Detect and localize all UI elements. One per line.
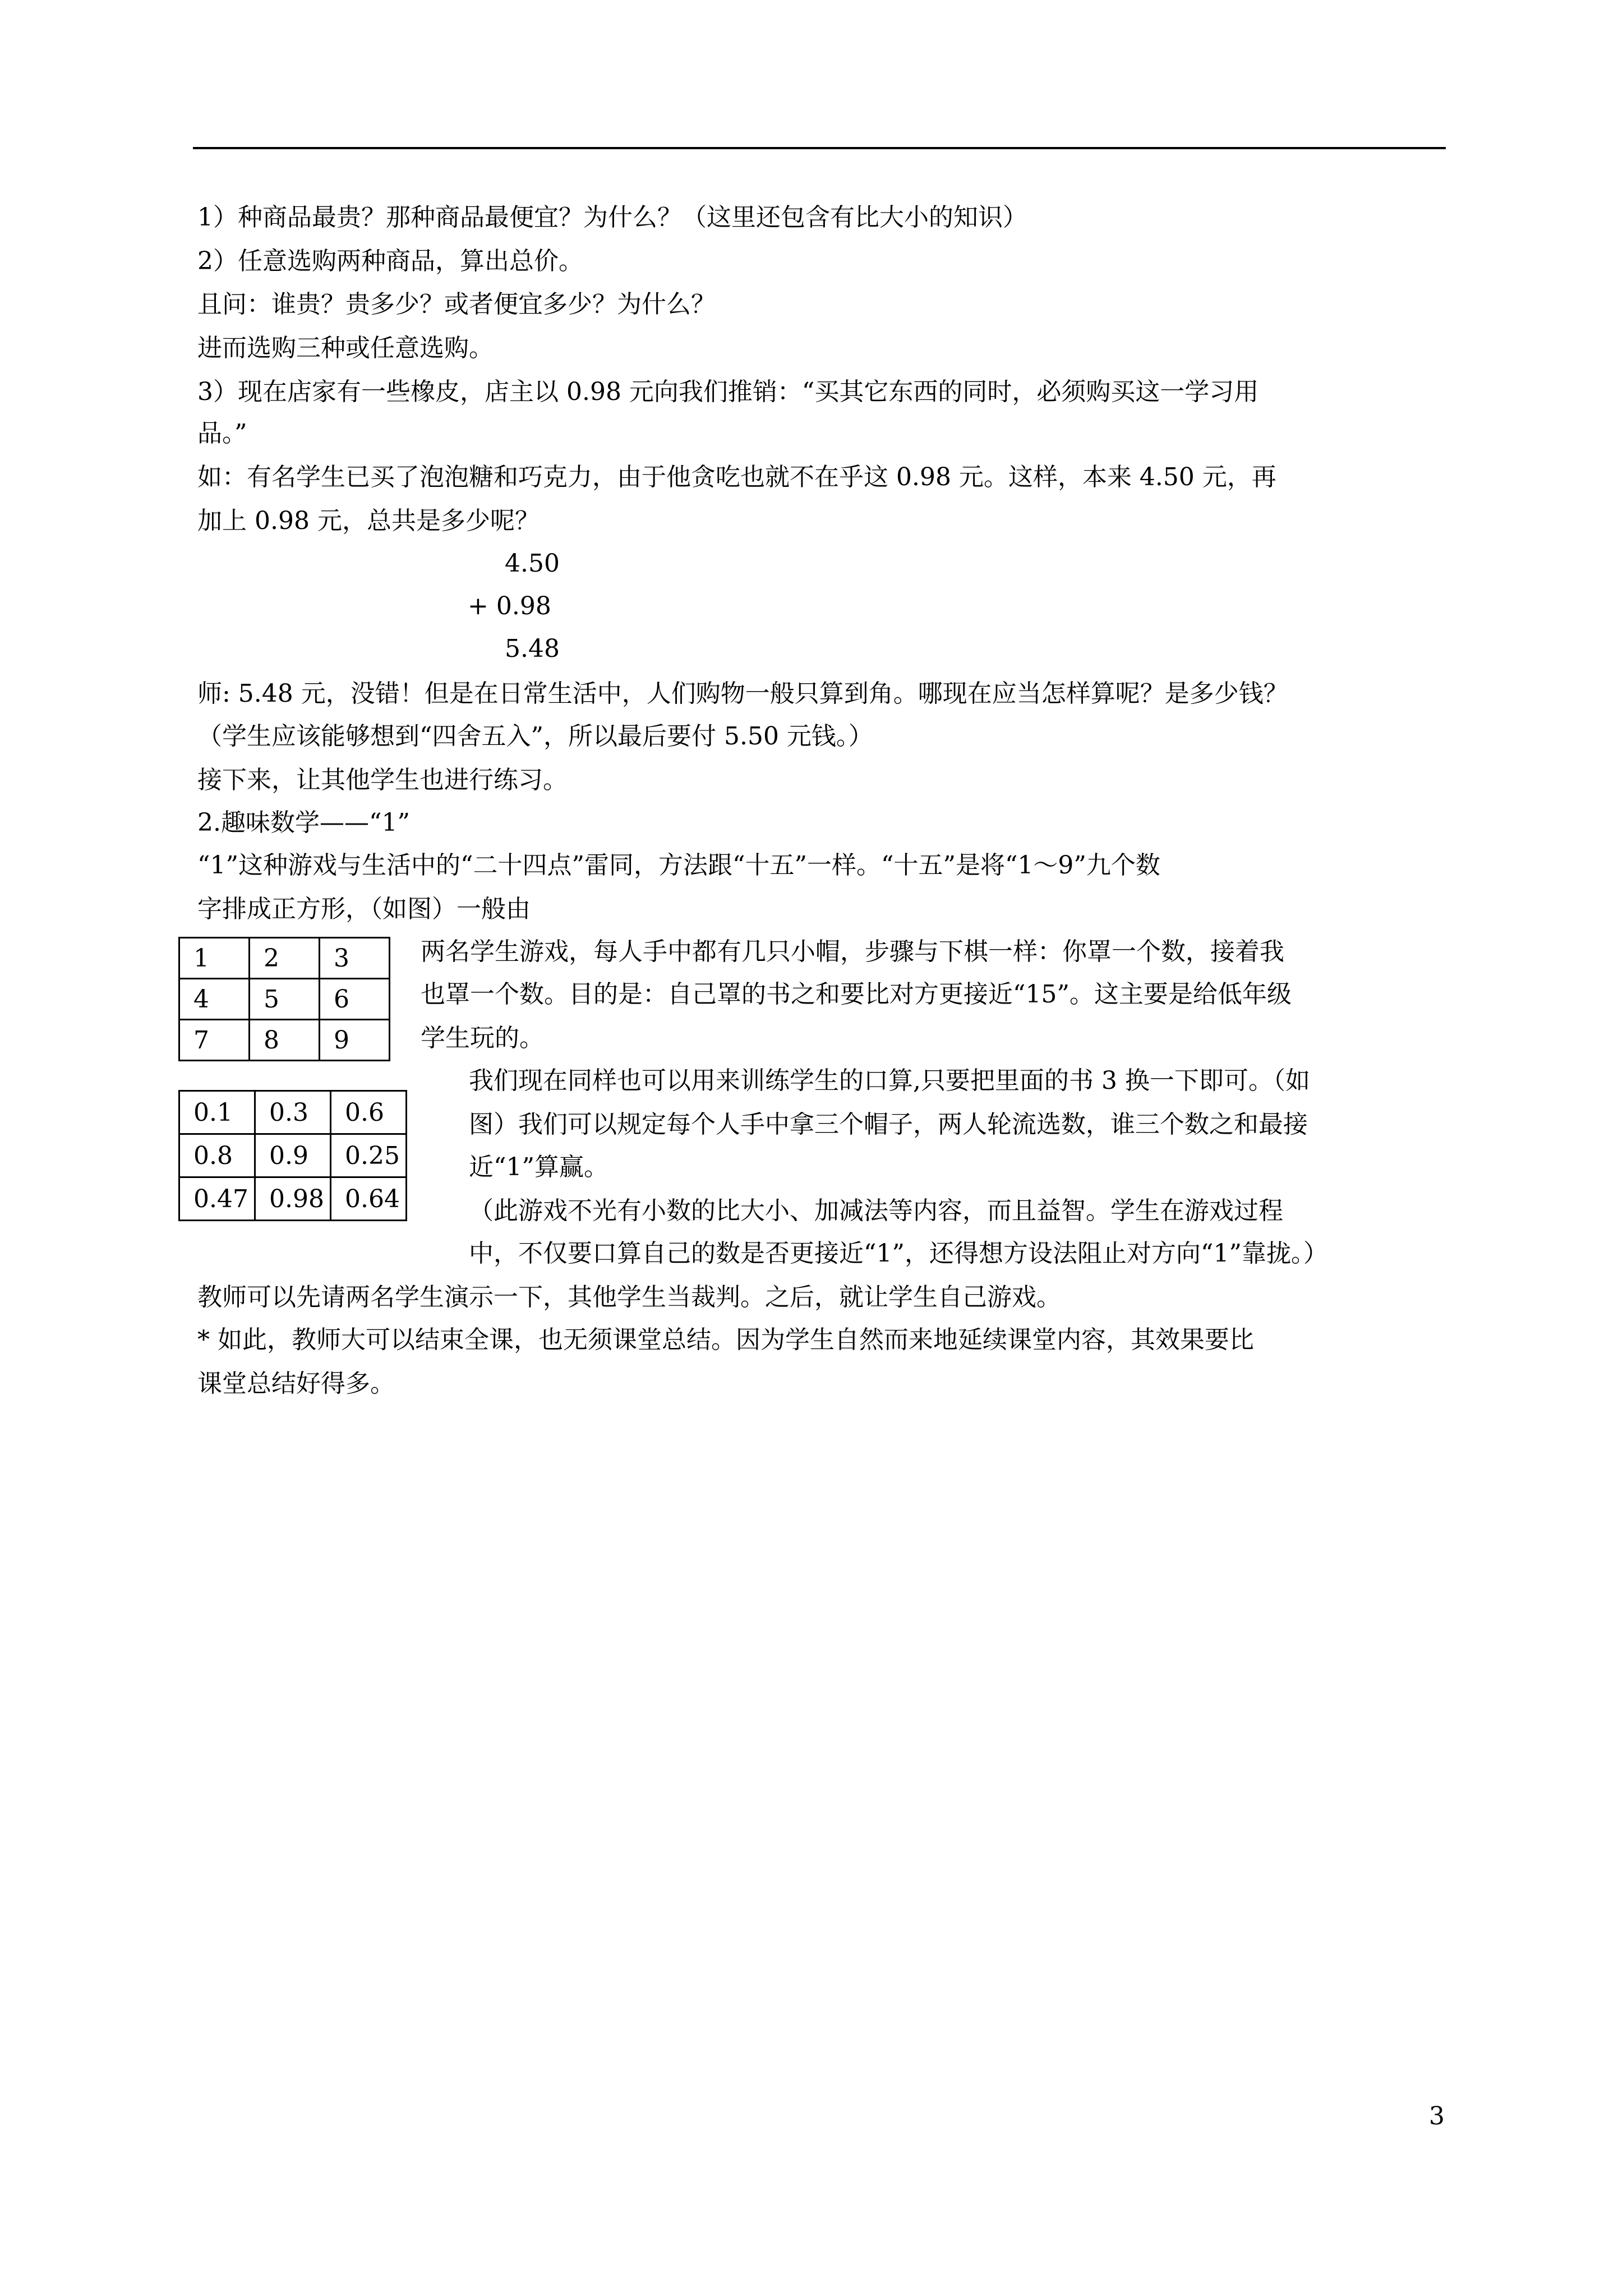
grid-cell: 0.47 [179,1177,255,1221]
grid-cell: 8 [250,1020,320,1061]
grid-cell: 7 [179,1020,250,1061]
paragraph-benefit-line-2: 中，不仅要口算自己的数是否更接近“1”，还得想方设法阻止对方向“1”靠拢。） [469,1239,1328,1268]
paragraph-training-line-3: 近“1”算赢。 [469,1153,608,1181]
grid-cell: 0.64 [331,1177,407,1221]
grid-cell: 6 [320,979,390,1020]
calc-addend-2: + 0.98 [468,592,551,620]
paragraph-game-intro-line-1: “1”这种游戏与生活中的“二十四点”雷同，方法跟“十五”一样。“十五”是将“1～9”九个数 [197,851,1160,880]
paragraph-training-line-2: 图）我们可以规定每个人手中拿三个帽子，两人轮流选数，谁三个数之和最接 [469,1110,1308,1139]
paragraph-eraser-line-2: 品。” [197,419,247,448]
paragraph-conclusion-line-2: 课堂总结好得多。 [197,1369,395,1398]
grid-cell: 0.6 [331,1091,407,1134]
calc-addend-1: 4.50 [505,549,560,578]
table-row [179,1020,390,1061]
table-row [179,1177,407,1221]
grid-cell: 0.1 [179,1091,255,1134]
paragraph-demo: 教师可以先请两名学生演示一下，其他学生当裁判。之后，就让学生自己游戏。 [197,1283,1061,1312]
paragraph-practice: 接下来，让其他学生也进行练习。 [197,766,568,794]
grid-cell: 1 [179,938,250,979]
paragraph-conclusion-line-1: * 如此，教师大可以结束全课，也无须课堂总结。因为学生自然而来地延续课堂内容，其效果要比 [197,1326,1254,1354]
paragraph-choose-two: 2）任意选购两种商品，算出总价。 [197,247,583,275]
paragraph-most-expensive: 1）种商品最贵？那种商品最便宜？为什么？（这里还包含有比大小的知识） [197,203,1027,232]
grid-cell: 4 [179,979,250,1020]
paragraph-game-rules-line-1: 两名学生游戏，每人手中都有几只小帽，步骤与下棋一样：你罩一个数，接着我 [421,937,1284,966]
grid-decimals [178,1090,407,1221]
page-number: 3 [1429,2102,1445,2131]
table-row [179,1091,407,1134]
paragraph-teacher: 师: 5.48 元，没错！但是在日常生活中，人们购物一般只算到角。哪现在应当怎样算呢？是多少钱？ [197,679,1288,708]
section-heading-fun-math: 2.趣味数学——“1” [197,808,410,837]
grid-cell: 0.3 [255,1091,331,1134]
grid-cell: 0.25 [331,1134,407,1177]
table-row [179,1134,407,1177]
header-rule [193,147,1446,149]
paragraph-training-line-1: 我们现在同样也可以用来训练学生的口算,只要把里面的书 3 换一下即可。（如 [469,1066,1310,1095]
paragraph-eraser-line-1: 3）现在店家有一些橡皮，店主以 0.98 元向我们推销：“买其它东西的同时，必须购买这一学习用 [197,378,1259,406]
grid-cell: 0.9 [255,1134,331,1177]
grid-cell: 3 [320,938,390,979]
paragraph-ask-who: 且问：谁贵？贵多少？或者便宜多少？为什么？ [197,290,716,319]
table-row [179,979,390,1020]
paragraph-game-rules-line-2: 也罩一个数。目的是：自己罩的书之和要比对方更接近“15”。这主要是给低年级 [421,980,1292,1009]
grid-cell: 2 [250,938,320,979]
paragraph-game-intro-line-2: 字排成正方形，（如图）一般由 [197,895,531,923]
paragraph-example-line-1: 如：有名学生已买了泡泡糖和巧克力，由于他贪吃也就不在乎这 0.98 元。这样，本来 4.50 元，再 [197,463,1276,491]
grid-cell: 0.8 [179,1134,255,1177]
grid-cell: 9 [320,1020,390,1061]
grid-cell: 0.98 [255,1177,331,1221]
paragraph-game-rules-line-3: 学生玩的。 [421,1024,544,1052]
paragraph-rounding: （学生应该能够想到“四舍五入”，所以最后要付 5.50 元钱。） [197,722,873,751]
grid-one-to-nine [178,937,390,1061]
paragraph-choose-three: 进而选购三种或任意选购。 [197,334,494,362]
paragraph-benefit-line-1: （此游戏不光有小数的比大小、加减法等内容，而且益智。学生在游戏过程 [469,1197,1283,1225]
paragraph-example-line-2: 加上 0.98 元，总共是多少呢？ [197,507,540,535]
table-row [179,938,390,979]
grid-cell: 5 [250,979,320,1020]
calc-sum: 5.48 [505,634,560,663]
